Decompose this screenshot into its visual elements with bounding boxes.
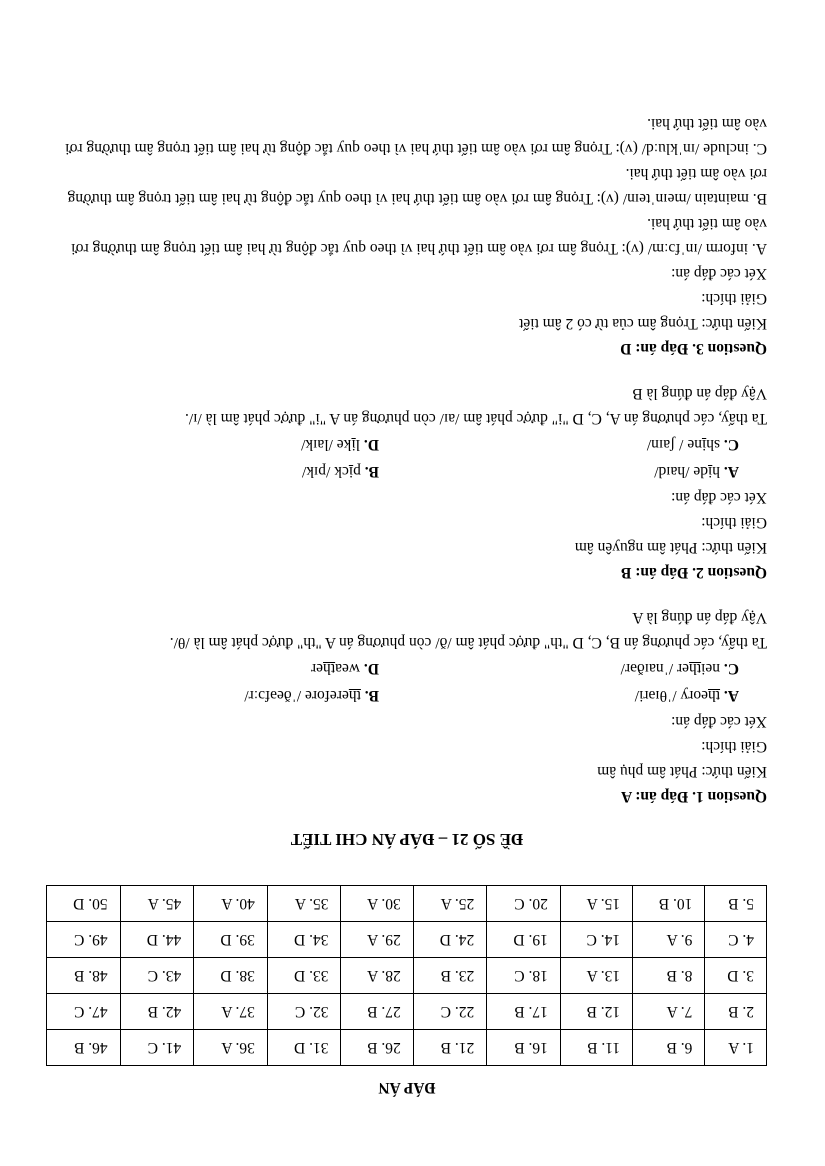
answer-cell: 5. B xyxy=(705,886,767,922)
q2-knowledge: Kiến thức: Phát âm nguyên âm xyxy=(574,539,767,556)
answer-row xyxy=(47,922,767,958)
option-pre: wea xyxy=(335,660,361,677)
underlined-part: i xyxy=(351,436,356,453)
option-pre: l xyxy=(355,436,361,453)
underlined-part: th xyxy=(707,687,721,704)
answer-cell: 40. A xyxy=(194,886,268,922)
q3-option-b: B. maintain /meɪnˈteɪn/ (v): Trọng âm rơi vào âm tiết thứ hai vì theo quy tắc động từ hai âm tiết trọng âm thường rơi vào âm tiết thứ hai. xyxy=(67,165,767,207)
q2-option-a xyxy=(407,458,767,485)
document-content xyxy=(47,111,767,1096)
q2-title: Question 2. Đáp án: B xyxy=(621,564,767,581)
answer-cell: 20. C xyxy=(487,886,561,922)
option-rest: er xyxy=(310,660,324,677)
option-letter: B. xyxy=(364,463,379,480)
answer-cell: 18. C xyxy=(487,958,561,994)
q1-option-d xyxy=(47,655,407,682)
q1-conclusion: Vậy đáp án đúng là A xyxy=(632,609,767,626)
answer-cell: 45. A xyxy=(120,886,194,922)
answer-cell: 46. B xyxy=(47,1030,121,1066)
q2-option-b xyxy=(47,458,407,485)
q2-options-row-1 xyxy=(47,458,767,485)
spacer xyxy=(47,363,767,381)
option-letter: C. xyxy=(723,436,739,453)
answer-cell: 1. A xyxy=(705,1030,767,1066)
option-pre: sh xyxy=(706,436,721,453)
option-letter: A. xyxy=(723,687,739,704)
answer-row xyxy=(47,958,767,994)
underlined-part: th xyxy=(348,687,361,704)
answer-cell: 37. A xyxy=(194,994,268,1030)
q2-option-d xyxy=(47,431,407,458)
underlined-part: th xyxy=(323,660,336,677)
answer-cell: 13. A xyxy=(560,958,632,994)
option-rest: er /ˈnaɪðər/ xyxy=(620,660,690,677)
answer-cell: 11. B xyxy=(560,1030,632,1066)
answer-cell: 27. B xyxy=(341,994,413,1030)
underlined-part: th xyxy=(689,660,702,677)
answer-cell: 25. A xyxy=(413,886,487,922)
q1-option-c xyxy=(407,655,767,682)
q1-explain: Giải thích: xyxy=(701,738,767,755)
q1-consider: Xét các đáp án: xyxy=(671,713,767,730)
answer-cell: 39. D xyxy=(194,922,268,958)
answer-cell: 42. B xyxy=(120,994,194,1030)
option-rest: ke /laɪk/ xyxy=(301,436,352,453)
answer-cell: 17. B xyxy=(487,994,561,1030)
option-rest: de /haɪd/ xyxy=(654,463,708,480)
answer-cell: 3. D xyxy=(705,958,767,994)
q2-options-row-2 xyxy=(47,431,767,458)
answer-cell: 12. B xyxy=(560,994,632,1030)
option-rest: erefore /ˈðeəfɔːr/ xyxy=(244,687,349,704)
answer-cell: 19. D xyxy=(487,922,561,958)
answer-cell: 10. B xyxy=(633,886,705,922)
answer-cell: 32. C xyxy=(267,994,341,1030)
answer-cell: 4. C xyxy=(705,922,767,958)
answer-cell: 2. B xyxy=(705,994,767,1030)
option-letter: A. xyxy=(723,463,739,480)
answer-cell: 28. A xyxy=(341,958,413,994)
answer-cell: 47. C xyxy=(47,994,121,1030)
q1-options-row-2 xyxy=(47,655,767,682)
spacer xyxy=(47,587,767,605)
answer-cell: 24. D xyxy=(413,922,487,958)
answer-cell: 34. D xyxy=(267,922,341,958)
answer-cell: 15. A xyxy=(560,886,632,922)
answer-cell: 23. B xyxy=(413,958,487,994)
q1-note: Ta thấy, các phương án B, C, D "th" được phát âm /ð/ còn phương án A "th" được phát âm là /θ/. xyxy=(169,634,767,651)
q3-explain: Giải thích: xyxy=(701,290,767,307)
q1-option-b xyxy=(47,682,407,709)
q3-knowledge: Kiến thức: Trọng âm của từ có 2 âm tiết xyxy=(519,315,767,332)
answer-cell: 48. B xyxy=(47,958,121,994)
q1-option-a xyxy=(407,682,767,709)
answer-cell: 30. A xyxy=(341,886,413,922)
answer-cell: 16. B xyxy=(487,1030,561,1066)
q3-consider: Xét các đáp án: xyxy=(671,265,767,282)
answers-heading: ĐÁP ÁN xyxy=(378,1079,436,1096)
answer-cell: 43. C xyxy=(120,958,194,994)
option-letter: B. xyxy=(364,687,379,704)
answer-table xyxy=(46,885,767,1066)
q2-note: Ta thấy, các phương án A, C, D "i" được phát âm /aɪ/ còn phương án A "i" được phát âm là /ɪ/. xyxy=(184,410,767,427)
answer-cell: 8. B xyxy=(633,958,705,994)
underlined-part: i xyxy=(348,463,354,480)
q2-explain: Giải thích: xyxy=(701,514,767,531)
answer-cell: 44. D xyxy=(120,922,194,958)
underlined-part: i xyxy=(707,463,713,480)
answer-cell: 33. D xyxy=(267,958,341,994)
q2-consider: Xét các đáp án: xyxy=(671,489,767,506)
answer-cell: 7. A xyxy=(633,994,705,1030)
answer-row xyxy=(47,994,767,1030)
answer-cell: 29. A xyxy=(341,922,413,958)
option-letter: D. xyxy=(363,660,379,677)
option-letter: C. xyxy=(723,660,739,677)
q1-title: Question 1. Đáp án: A xyxy=(621,788,767,805)
option-pre: h xyxy=(712,463,721,480)
answer-cell: 36. A xyxy=(194,1030,268,1066)
answer-cell: 50. D xyxy=(47,886,121,922)
underlined-part: i xyxy=(701,436,707,453)
answer-cell: 35. A xyxy=(267,886,341,922)
answer-cell: 41. C xyxy=(120,1030,194,1066)
option-rest: ne / ʃaɪn/ xyxy=(646,436,702,453)
option-rest: ck /pɪk/ xyxy=(301,463,349,480)
answer-cell: 38. D xyxy=(194,958,268,994)
option-letter: D. xyxy=(363,436,379,453)
doc-title: ĐỀ SỐ 21 – ĐÁP ÁN CHI TIẾT xyxy=(290,830,524,849)
answer-cell: 26. B xyxy=(341,1030,413,1066)
q3-option-c: C. include /ɪnˈkluːd/ (v): Trọng âm rơi vào âm tiết thứ hai vì theo quy tắc động từ hai âm tiết trọng âm thường rơi vào âm tiết thứ hai. xyxy=(65,115,767,157)
option-pre: p xyxy=(353,463,361,480)
option-rest: eory /ˈθɪəri/ xyxy=(634,687,708,704)
answer-cell: 22. C xyxy=(413,994,487,1030)
answer-cell: 21. B xyxy=(413,1030,487,1066)
q1-options-row-1 xyxy=(47,682,767,709)
answer-cell: 31. D xyxy=(267,1030,341,1066)
answer-row xyxy=(47,1030,767,1066)
option-pre: nei xyxy=(701,660,721,677)
answer-cell: 14. C xyxy=(560,922,632,958)
answer-cell: 6. B xyxy=(633,1030,705,1066)
q3-option-a: A. inform /ɪnˈfɔːm/ (v): Trọng âm rơi vào âm tiết thứ hai vì theo quy tắc động từ hai âm tiết trọng âm thường rơi vào âm tiết thứ hai. xyxy=(71,215,767,257)
q2-conclusion: Vậy đáp án đúng là B xyxy=(632,385,767,402)
q3-title: Question 3. Đáp án: D xyxy=(620,340,767,357)
answer-cell: 49. C xyxy=(47,922,121,958)
answer-table-body xyxy=(47,886,767,1066)
q1-knowledge: Kiến thức: Phát âm phụ âm xyxy=(597,763,767,780)
answer-row xyxy=(47,886,767,922)
q2-option-c xyxy=(407,431,767,458)
answer-cell: 9. A xyxy=(633,922,705,958)
